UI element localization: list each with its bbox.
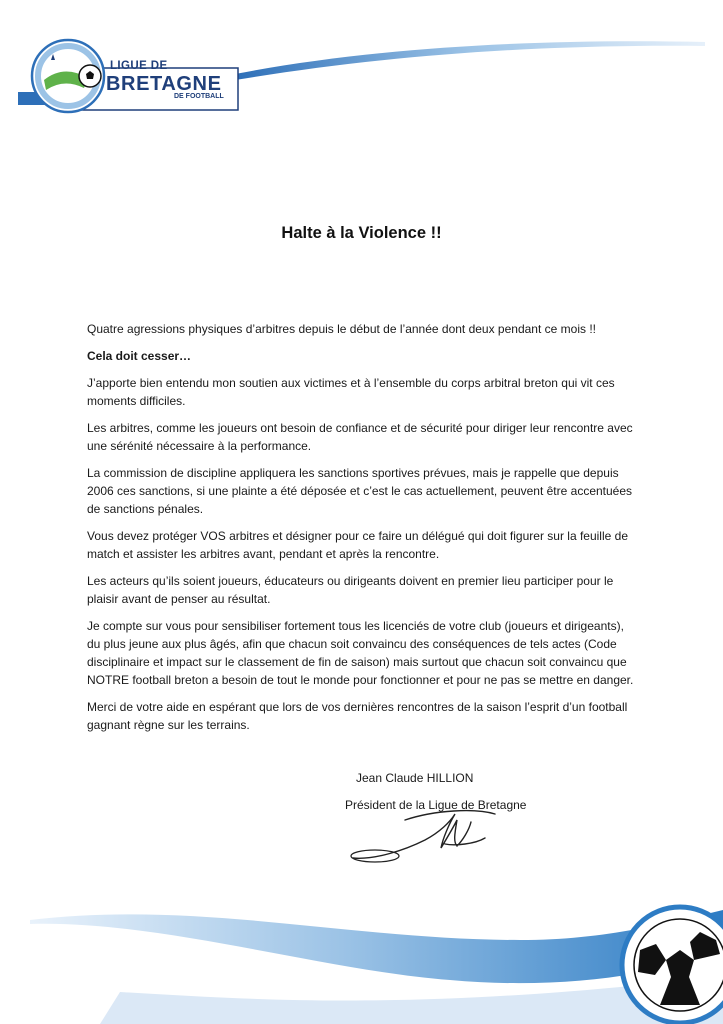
signer-name: Jean Claude HILLION (356, 771, 474, 785)
paragraph-9: Merci de votre aide en espérant que lors de vos dernières rencontres de la saison l’esprit d’un football gagnant règne sur les terrains. (87, 700, 628, 732)
footer-swoosh (0, 880, 723, 1024)
logo-line-2: BRETAGNE (106, 73, 222, 95)
paragraph-3: J’apporte bien entendu mon soutien aux victimes et à l’ensemble du corps arbitral breton qui vit ces moments difficiles. (87, 376, 615, 408)
paragraph-1: Quatre agressions physiques d’arbitres depuis le début de l’année dont deux pendant ce mois !! (87, 322, 596, 336)
paragraph-5: La commission de discipline appliquera les sanctions sportives prévues, mais je rappelle que depuis 2006 ces sanctions, si une plainte a été déposée et c’est le cas actuellement, peuvent être accentuées de sanctions pénales. (87, 466, 633, 516)
paragraph-2: Cela doit cesser… (87, 349, 192, 363)
signer-role: Président de la Ligue de Bretagne (345, 798, 527, 812)
logo-text (104, 62, 238, 102)
logo-line-1: LIGUE DE (110, 60, 168, 72)
handwritten-signature (345, 800, 505, 870)
letter-body (87, 320, 639, 743)
paragraph-4: Les arbitres, comme les joueurs ont besoin de confiance et de sécurité pour diriger leur rencontre avec une sérénité nécessaire à la performance. (87, 421, 633, 453)
paragraph-6: Vous devez protéger VOS arbitres et désigner pour ce faire un délégué qui doit figurer sur la feuille de match et assister les arbitres avant, pendant et après la rencontre. (87, 529, 628, 561)
paragraph-7: Les acteurs qu’ils soient joueurs, éducateurs ou dirigeants doivent en premier lieu participer pour le plaisir avant de penser au résultat. (87, 574, 614, 606)
paragraph-8: Je compte sur vous pour sensibiliser fortement tous les licenciés de votre club (joueurs et dirigeants), du plus jeune aux plus âgés, afin que chacun soit convaincu des conséquences de tels actes (Code disciplinaire et impact sur le classement de fin de saison) mais surtout que chacun soit convaincu que NOTRE football breton a besoin de tout le monde pour fonctionner et pour ne pas se mettre en danger. (87, 619, 634, 687)
logo-line-3: DE FOOTBALL (174, 93, 224, 100)
document-title: Halte à la Violence !! (281, 224, 442, 242)
